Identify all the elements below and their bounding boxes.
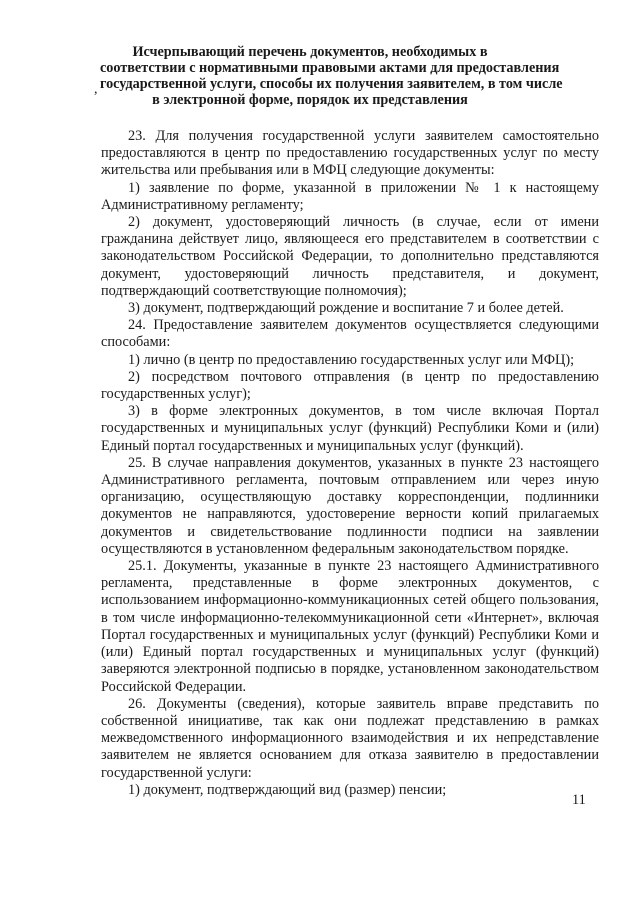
section-heading xyxy=(100,44,563,108)
paragraph-23-item-1: 1) заявление по форме, указанной в приложении № 1 к настоящему Административному регламенту; xyxy=(101,179,599,213)
paragraph-23: 23. Для получения государственной услуги заявителем самостоятельно предоставляются в центр по предоставлению государственных услуг по месту жительства или пребывания или в МФЦ следующие документы: xyxy=(101,128,599,179)
paragraph-26: 26. Документы (сведения), которые заявитель вправе представить по собственной инициативе, так как они подлежат представлению в рамках межведомственного информационного взаимодействия и их непредставление заявителем не является основанием для отказа заявителю в предоставлении государственной услуги: xyxy=(101,695,599,781)
paragraph-26-item-1: 1) документ, подтверждающий вид (размер) пенсии; xyxy=(128,781,447,798)
stray-mark: , xyxy=(94,82,98,97)
paragraph-23-item-2: 2) документ, удостоверяющий личность (в случае, если от имени гражданина действует лицо, являющееся его представителем в соответствии с законодательством Российской Федерации, то дополнительно представляются документ, удостоверяющий личность представителя, и документ, подтверждающий соответствующие полномочия); xyxy=(101,214,599,299)
heading-line: соответствии с нормативными правовыми актами для предоставления xyxy=(100,60,560,76)
document-body xyxy=(101,128,599,799)
paragraph-24: 24. Предоставление заявителем документов осуществляется следующими способами: xyxy=(101,317,599,351)
paragraph-24-item-2: 2) посредством почтового отправления (в центр по предоставлению государственных услуг); xyxy=(101,368,599,403)
paragraph-25: 25. В случае направления документов, указанных в пункте 23 настоящего Административного регламента, почтовым отправлением или через иную организацию, осуществляющую доставку корреспонденции, подлинники документов не направляются, удостоверение верности копий прилагаемых документов и свидетельствование подлинности подписи на заявлении осуществляются в установленном федеральным законодательством порядке. xyxy=(101,454,599,557)
paragraph-25-1: 25.1. Документы, указанные в пункте 23 настоящего Административного регламента, представленные в форме электронных документов, с использованием информационно-коммуникационных сетей общего пользования, в том числе информационно-телекоммуникационной сети «Интернет», включая Портал государственных и муниципальных услуг (функций) Республики Коми и (или) Единый портал государственных и муниципальных услуг (функций) заверяются электронной подписью в порядке, установленном законодательством Российской Федерации. xyxy=(101,558,599,695)
page-number: 11 xyxy=(572,792,586,808)
paragraph-24-item-3: 3) в форме электронных документов, в том числе включая Портал государственных и муниципальных услуг (функций) Республики Коми и (или) Единый портал государственных и муниципальных услуг (функций). xyxy=(101,403,599,454)
heading-line: в электронной форме, порядок их представления xyxy=(152,92,468,108)
paragraph-23-item-3: 3) документ, подтверждающий рождение и воспитание 7 и более детей. xyxy=(128,300,564,317)
heading-line: Исчерпывающий перечень документов, необходимых в xyxy=(132,44,488,60)
heading-line: государственной услуги, способы их получения заявителем, в том числе xyxy=(100,76,563,92)
paragraph-24-item-1: 1) лично (в центр по предоставлению государственных услуг или МФЦ); xyxy=(128,351,575,368)
